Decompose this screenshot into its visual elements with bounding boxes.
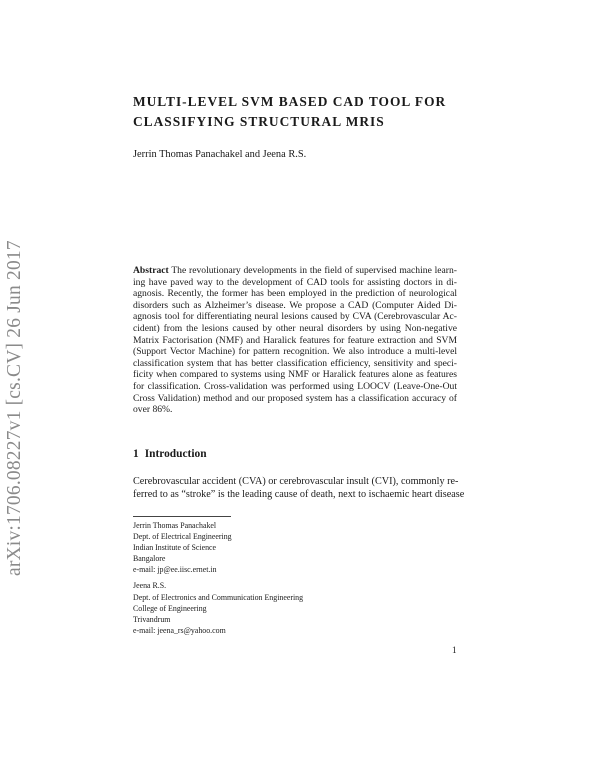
author1-city: Bangalore	[133, 554, 166, 564]
abstract-line-5: agnosis tool for differentiating neural lesions caused by CVA (Cerebrovascular Ac-	[133, 311, 457, 323]
author2-email: e-mail: jeena_rs@yahoo.com	[133, 625, 226, 635]
page-number: 1	[452, 645, 457, 655]
abstract-line-3: agnosis. Recently, the former has been employed in the prediction of neurological	[133, 288, 457, 300]
intro-line-2: ferred to as “stroke” is the leading cause of death, next to ischaemic heart disease	[133, 489, 465, 500]
author2-institute: College of Engineering	[133, 603, 207, 613]
author2-city: Trivandrum	[133, 614, 171, 624]
introduction-body	[133, 475, 465, 501]
title-line-1: MULTI-LEVEL SVM BASED CAD TOOL FOR	[133, 94, 447, 109]
author1-institute: Indian Institute of Science	[133, 543, 217, 553]
author-affiliations	[133, 520, 303, 636]
author2-name: Jeena R.S.	[133, 581, 167, 591]
author2-department: Dept. of Electronics and Communication Engineering	[133, 592, 304, 602]
abstract-line-11: for classification. Cross-validation was performed using LOOCV (Leave-One-Out	[133, 380, 457, 392]
author1-name: Jerrin Thomas Panachakel	[133, 521, 217, 530]
abstract	[133, 265, 457, 416]
arxiv-identifier: arXiv:1706.08227v1 [cs.CV] 26 Jun 2017	[4, 240, 25, 576]
section-number: 1	[133, 448, 139, 460]
abstract-line-2: ing have paved way to the development of CAD tools for assisting doctors in di-	[133, 276, 457, 288]
abstract-line-10: ficity when compared to systems using NMF or Haralick features alone as features	[133, 369, 457, 381]
abstract-line-1	[133, 265, 457, 277]
author1-department: Dept. of Electrical Engineering	[133, 532, 232, 542]
section-heading-introduction	[133, 447, 207, 461]
abstract-line-4: disorders such as Alzheimer’s disease. We propose a CAD (Computer Aided Di-	[133, 299, 457, 311]
section-title: Introduction	[144, 448, 207, 460]
abstract-line-6: cident) from the lesions caused by other neural disorders by using Non-negative	[133, 322, 457, 334]
abstract-label: Abstract	[133, 265, 169, 276]
author-names: Jerrin Thomas Panachakel and Jeena R.S.	[133, 149, 307, 160]
author1-email: e-mail: jp@ee.iisc.ernet.in	[133, 565, 217, 575]
abstract-line-9: classification system that has better classification efficiency, sensitivity and speci-	[133, 357, 457, 369]
footnote-rule	[133, 516, 231, 517]
abstract-line-7: Matrix Factorisation (NMF) and Haralick features for feature extraction and SVM	[133, 334, 457, 346]
abstract-line-12: Cross Validation) method and our proposed system has a classification accuracy of	[133, 392, 457, 404]
abstract-line-13: over 86%.	[133, 404, 173, 416]
intro-line-1: Cerebrovascular accident (CVA) or cerebrovascular insult (CVI), commonly re-	[133, 476, 459, 487]
abstract-text-1: The revolutionary developments in the field of supervised machine learn-	[168, 265, 457, 276]
paper-title	[133, 92, 473, 132]
abstract-line-8: (Support Vector Machine) for pattern recognition. We also introduce a multi-level	[133, 346, 457, 358]
title-line-2: CLASSIFYING STRUCTURAL MRIS	[133, 114, 385, 129]
